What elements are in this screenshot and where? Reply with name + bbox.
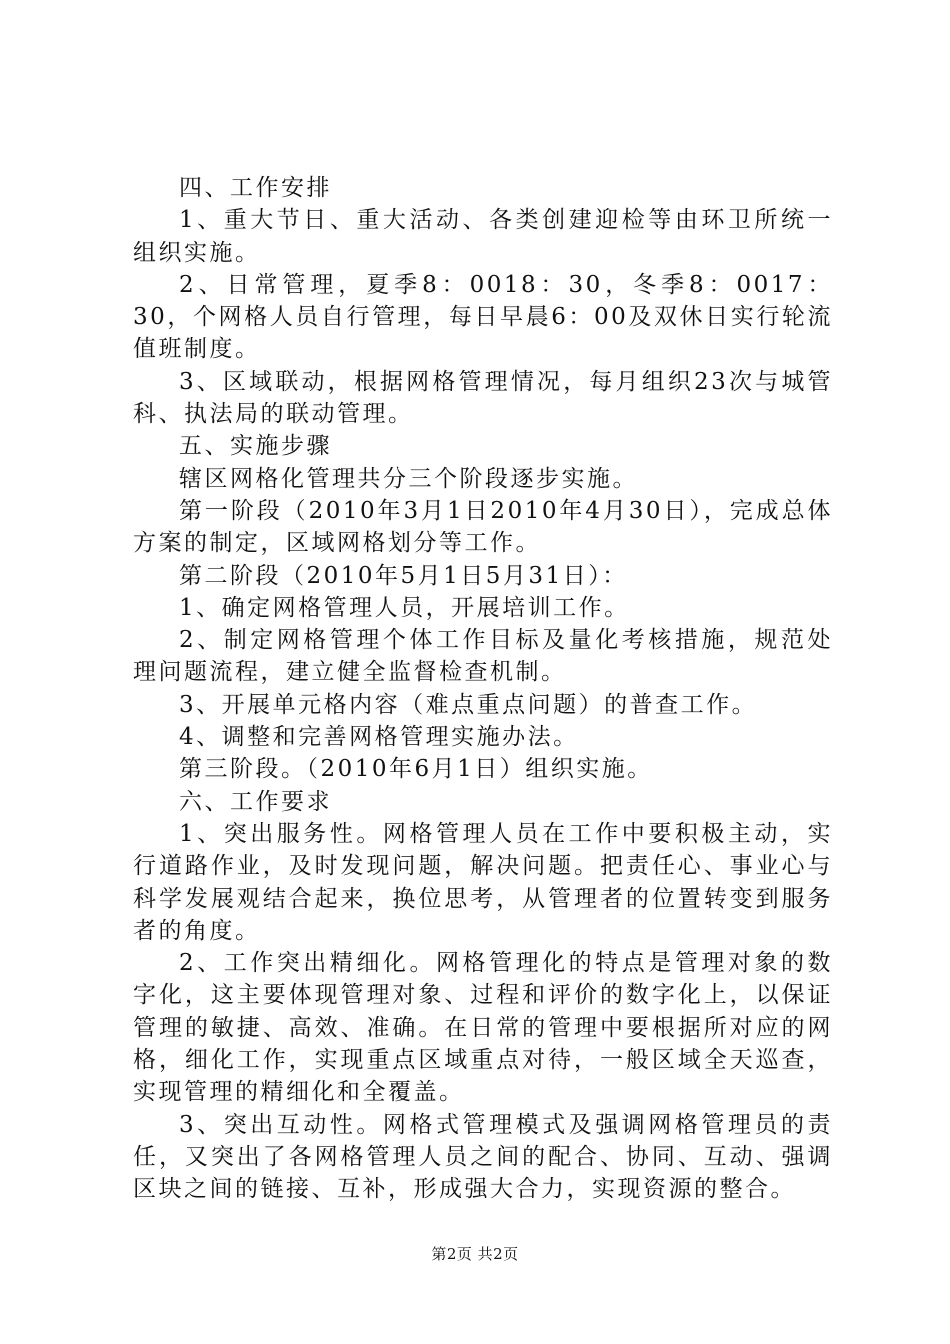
paragraph: 2、日常管理，夏季8：0018：30，冬季8：0017：30，个网格人员自行管理，每日早晨6：00及双休日实行轮流值班制度。 (133, 271, 833, 363)
paragraph: 1、突出服务性。网格管理人员在工作中要积极主动，实行道路作业，及时发现问题，解决问题。把责任心、事业心与科学发展观结合起来，换位思考，从管理者的位置转变到服务者的角度。 (133, 820, 833, 944)
paragraph: 3、区域联动，根据网格管理情况，每月组织23次与城管科、执法局的联动管理。 (133, 368, 833, 428)
paragraph: 2、工作突出精细化。网格管理化的特点是管理对象的数字化，这主要体现管理对象、过程和评价的数字化上，以保证管理的敏捷、高效、准确。在日常的管理中要根据所对应的网格，细化工作，实现重点区域重点对待，一般区域全天巡查，实现管理的精细化和全覆盖。 (133, 950, 833, 1106)
paragraph: 1、重大节日、重大活动、各类创建迎检等由环卫所统一组织实施。 (133, 207, 833, 266)
paragraph: 3、开展单元格内容（难点重点问题）的普查工作。 (179, 691, 758, 718)
paragraph: 1、确定网格管理人员，开展培训工作。 (179, 594, 630, 621)
section-heading-work-requirements: 六、工作要求 (179, 788, 332, 815)
paragraph: 第二阶段（2010年5月1日5月31日）： (179, 562, 628, 589)
paragraph: 第一阶段（2010年3月1日2010年4月30日），完成总体方案的制定，区域网格划分等工作。 (133, 497, 833, 557)
paragraph: 第三阶段。（2010年6月1日）组织实施。 (179, 756, 653, 783)
document-body (133, 172, 833, 1206)
section-heading-implementation-steps: 五、实施步骤 (179, 433, 332, 460)
paragraph: 3、突出互动性。网格式管理模式及强调网格管理员的责任，又突出了各网格管理人员之间的配合、协同、互动、强调区块之间的链接、互补，形成强大合力，实现资源的整合。 (133, 1111, 833, 1203)
paragraph: 辖区网格化管理共分三个阶段逐步实施。 (179, 465, 638, 492)
page-footer: 第2页 共2页 (431, 1245, 519, 1263)
paragraph: 2、制定网格管理个体工作目标及量化考核措施，规范处理问题流程，建立健全监督检查机制。 (133, 627, 833, 686)
paragraph: 4、调整和完善网格管理实施办法。 (179, 724, 579, 751)
section-heading-work-arrangement: 四、工作安排 (179, 175, 332, 201)
